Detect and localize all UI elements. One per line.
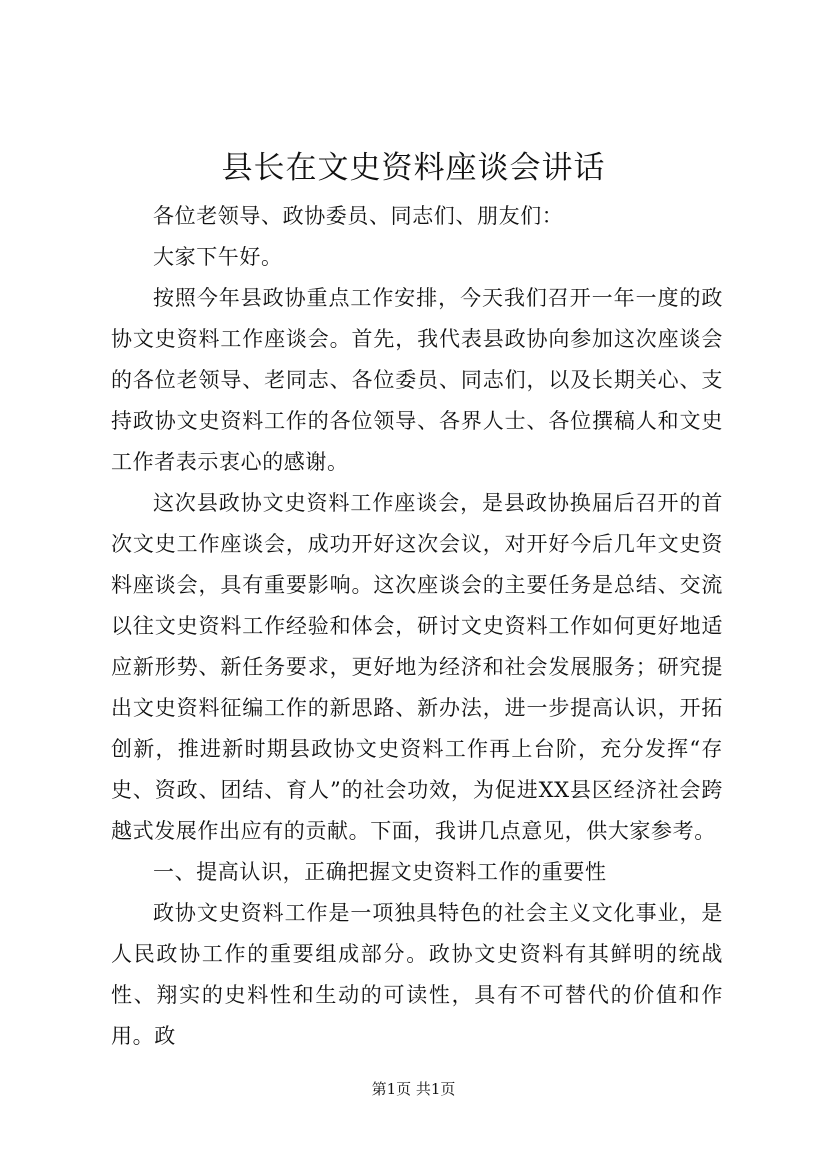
paragraph-section-1: 政协文史资料工作是一项独具特色的社会主义文化事业，是人民政协工作的重要组成部分。政协文史资料有其鲜明的统战性、翔实的史料性和生动的可读性，具有不可替代的价值和作用。政 bbox=[111, 901, 723, 1048]
page-footer: 第1页 共1页 bbox=[371, 1080, 456, 1098]
section-heading-1: 一、提高认识，正确把握文史资料工作的重要性 bbox=[153, 860, 607, 884]
paragraph-meeting-purpose: 这次县政协文史资料工作座谈会，是县政协换届后召开的首次文史工作座谈会，成功开好这次会议，对开好今后几年文史资料座谈会，具有重要影响。这次座谈会的主要任务是总结、交流以往文史资料工作经验和体会，研讨文史资料工作如何更好地适应新形势、新任务要求，更好地为经济和社会发展服务；研究提出文史资料征编工作的新思路、新办法，进一步提高认识，开拓创新，推进新时期县政协文史资料工作再上台阶，充分发挥“存史、资政、团结、育人”的社会功效，为促进XX县区经济社会跨越式发展作出应有的贡献。下面，我讲几点意见，供大家参考。 bbox=[111, 491, 723, 843]
paragraph-opening: 按照今年县政协重点工作安排，今天我们召开一年一度的政协文史资料工作座谈会。首先，我代表县政协向参加这次座谈会的各位老领导、老同志、各位委员、同志们，以及长期关心、支持政协文史资料工作的各位领导、各界人士、各位撰稿人和文史工作者表示衷心的感谢。 bbox=[111, 286, 723, 474]
greeting: 大家下午好。 bbox=[153, 245, 283, 269]
document-title: 县长在文史资料座谈会讲话 bbox=[221, 150, 606, 186]
document-body bbox=[111, 196, 723, 1057]
salutation: 各位老领导、政协委员、同志们、朋友们： bbox=[153, 204, 564, 228]
